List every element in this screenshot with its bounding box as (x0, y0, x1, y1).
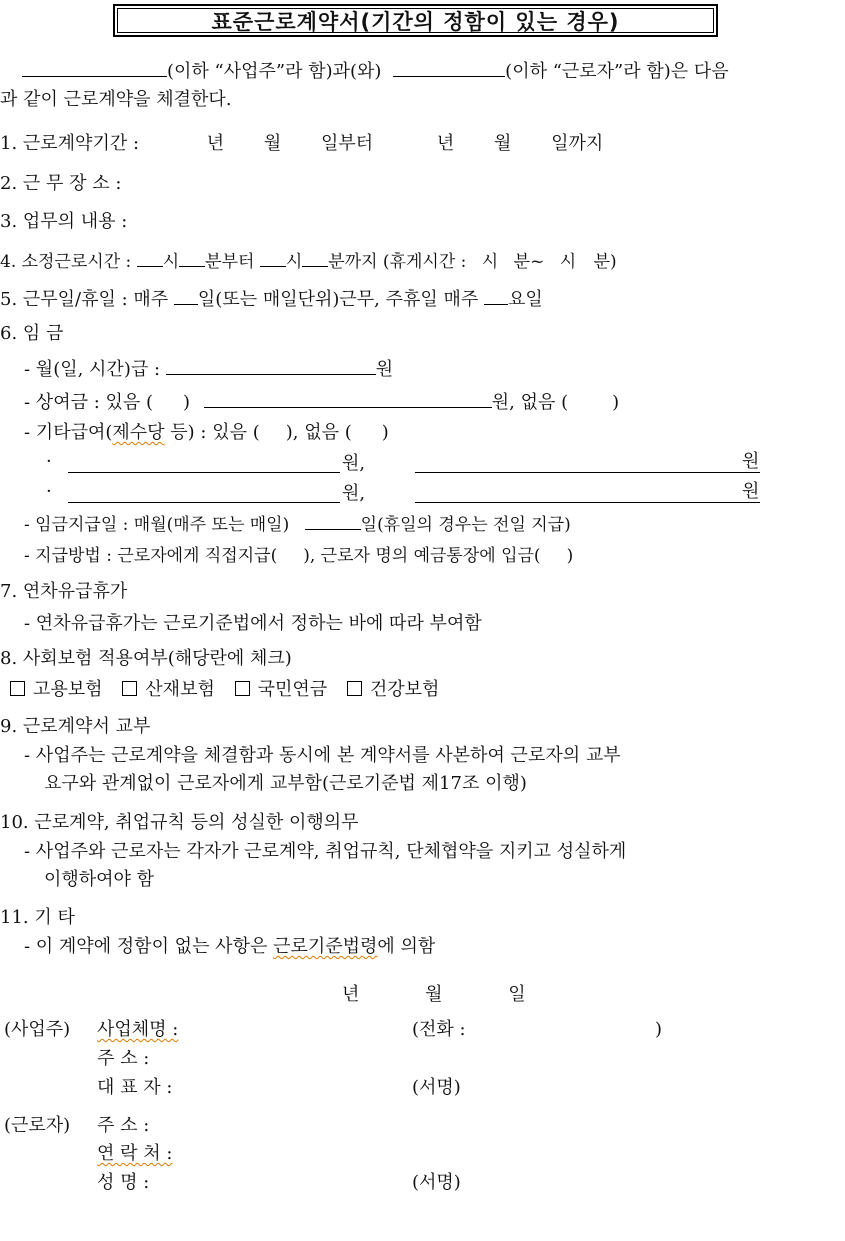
other-pay-dot-1: · (46, 451, 52, 472)
item-4-label: 4. 소정근로시간 : (0, 252, 132, 272)
holiday-blank[interactable] (484, 286, 508, 305)
worker-address: 주 소 : (97, 1115, 150, 1136)
bonus-amount-blank[interactable] (204, 389, 492, 408)
payday-blank[interactable] (305, 511, 361, 530)
employer-tag: (사업주) (4, 1019, 71, 1040)
option-employment-insurance: 고용보험 (33, 679, 103, 700)
option-national-pension: 국민연금 (257, 679, 328, 700)
end-month-label: 월 (494, 133, 512, 154)
break-start-hour-label: 시 (481, 252, 499, 272)
wage-row (24, 356, 393, 382)
item-10-obligation: 10. 근로계약, 취업규칙 등의 성실한 이행의무 (0, 812, 359, 833)
worker-contact (97, 1142, 172, 1166)
item-4-working-hours (0, 248, 617, 274)
item-2-workplace: 2. 근 무 장 소 : (0, 173, 122, 194)
employer-signature[interactable]: (서명) (412, 1077, 461, 1098)
item-1-label: 1. 근로계약기간 : (0, 133, 140, 154)
wage-amount-blank[interactable] (166, 356, 376, 375)
date-day: 일 (508, 984, 526, 1005)
other-pay-name-4[interactable] (415, 502, 760, 503)
end-day-label: 일까지 (551, 133, 604, 154)
date-year: 년 (342, 984, 360, 1005)
checkbox-health-insurance[interactable] (347, 681, 362, 696)
bonus-no-label: 원, 없음 ( (491, 392, 569, 413)
bonus-row (24, 389, 619, 415)
other-pay-won-4: 원 (742, 481, 760, 502)
employer-representative: 대 표 자 : (97, 1077, 173, 1098)
item-10-text-1: - 사업주와 근로자는 각자가 근로계약, 취업규칙, 단체협약을 지키고 성실하게 (24, 841, 627, 862)
item-11-other: 11. 기 타 (0, 907, 75, 928)
method-bank-label: ), 근로자 명의 예금통장에 입금( (303, 546, 541, 566)
payday-note: 일(휴일의 경우는 전일 지급) (360, 515, 571, 535)
end-hour-blank[interactable] (260, 248, 286, 267)
start-year-label: 년 (206, 133, 225, 154)
option-health-insurance: 건강보험 (369, 679, 440, 700)
item-8-social-insurance: 8. 사회보험 적용여부(해당란에 체크) (0, 648, 292, 669)
other-pay-name-3[interactable] (68, 502, 340, 503)
item-11-text-a: - 이 계약에 정함이 없는 사항은 (24, 936, 274, 957)
start-minute-label: 분부터 (205, 252, 255, 272)
checkbox-employment-insurance[interactable] (10, 681, 25, 696)
worker-signature[interactable]: (서명) (412, 1172, 461, 1193)
item-7-text: - 연차유급휴가는 근로기준법에서 정하는 바에 따라 부여함 (24, 613, 482, 634)
other-pay-name-2[interactable] (415, 472, 760, 473)
start-hour-label: 시 (162, 252, 180, 272)
item-9-text-2: 요구와 관계없이 근로자에게 교부함(근로기준법 제17조 이행) (44, 773, 527, 794)
employer-name-blank[interactable] (22, 58, 167, 77)
checkbox-national-pension[interactable] (235, 681, 250, 696)
end-minute-label: 분까지 (휴게시간 : (328, 252, 467, 272)
item-5-mid: 일(또는 매일단위)근무, 주휴일 매주 (197, 289, 479, 310)
worker-name: 성 명 : (97, 1172, 150, 1193)
other-pay-dot-2: · (46, 481, 52, 502)
intro-line-1 (22, 58, 729, 84)
break-start-minute-label: 분~ (513, 252, 545, 272)
item-3-job-description: 3. 업무의 내용 : (0, 211, 128, 232)
item-7-annual-leave: 7. 연차유급휴가 (0, 581, 128, 602)
other-pay-no-label: ), 없음 ( (285, 422, 352, 443)
title-box (113, 4, 718, 37)
end-year-label: 년 (436, 133, 455, 154)
break-end-minute-label: 분) (593, 252, 617, 272)
other-pay-no-close: ) (381, 422, 389, 443)
wage-label: - 월(일, 시간)급 : (24, 359, 161, 380)
date-month: 월 (425, 984, 443, 1005)
intro-employer-text: (이하 “사업주”라 함)과(와) (167, 61, 382, 82)
other-pay-won-3: 원, (342, 483, 366, 504)
item-6-wages-label: 6. 임 금 (0, 323, 64, 344)
other-pay-name-1[interactable] (68, 472, 340, 473)
payday-label: - 임금지급일 : 매월(매주 또는 매일) (24, 515, 290, 535)
end-minute-blank[interactable] (302, 248, 328, 267)
other-pay-yes-label: 등) : 있음 ( (164, 422, 260, 443)
intro-worker-text: (이하 “근로자”라 함)은 다음 (505, 61, 729, 82)
employer-phone-label: (전화 : (412, 1019, 466, 1040)
workdays-blank[interactable] (174, 286, 198, 305)
break-end-hour-label: 시 (559, 252, 577, 272)
end-hour-label: 시 (285, 252, 303, 272)
other-pay-won-2: 원 (742, 451, 760, 472)
employer-company (97, 1018, 178, 1042)
item-9-text-1: - 사업주는 근로계약을 체결함과 동시에 본 계약서를 사본하여 근로자의 교부 (24, 745, 621, 766)
worker-tag: (근로자) (4, 1115, 71, 1136)
date-row (342, 983, 526, 1007)
item-9-contract-delivery: 9. 근로계약서 교부 (0, 716, 151, 737)
bonus-yes-close: ) (183, 392, 191, 413)
bonus-yes-label: - 상여금 : 있음 ( (24, 392, 153, 413)
item-11-text-b: 에 의함 (377, 936, 436, 957)
intro-line-2: 과 같이 근로계약을 체결한다. (0, 89, 232, 110)
other-pay-squig: 제수당 (112, 422, 165, 443)
wage-won: 원 (375, 359, 394, 380)
employer-phone-close: ) (655, 1019, 663, 1040)
method-direct-label: - 지급방법 : 근로자에게 직접지급( (24, 546, 278, 566)
checkbox-industrial-accident[interactable] (122, 681, 137, 696)
item-11-text-squig: 근로기준법령 (273, 936, 378, 957)
item-5-workdays (0, 286, 543, 312)
other-pay-label-a: - 기타급여( (24, 422, 113, 443)
item-5-end: 요일 (508, 289, 543, 310)
start-hour-blank[interactable] (137, 248, 163, 267)
item-1-contract-period (0, 132, 603, 156)
worker-contact-label: 연 락 처 : (97, 1143, 173, 1164)
payment-method-row (24, 544, 573, 568)
start-month-label: 월 (263, 133, 282, 154)
bonus-no-close: ) (612, 392, 620, 413)
start-day-label: 일부터 (321, 133, 374, 154)
employer-company-label: 사업체명 : (97, 1019, 179, 1040)
option-industrial-accident: 산재보험 (145, 679, 215, 700)
method-bank-close: ) (566, 546, 574, 566)
other-pay-row (24, 421, 389, 445)
start-minute-blank[interactable] (179, 248, 205, 267)
item-11-text (24, 935, 435, 959)
payday-row (24, 511, 571, 537)
page-title: 표준근로계약서(기간의 정함이 있는 경우) (117, 8, 714, 33)
employer-address: 주 소 : (97, 1048, 150, 1069)
other-pay-won-1: 원, (342, 453, 366, 474)
worker-name-blank[interactable] (393, 58, 505, 77)
item-10-text-2: 이행하여야 함 (44, 869, 155, 890)
item-5-label: 5. 근무일/휴일 : 매주 (0, 289, 169, 310)
insurance-options (10, 678, 439, 702)
